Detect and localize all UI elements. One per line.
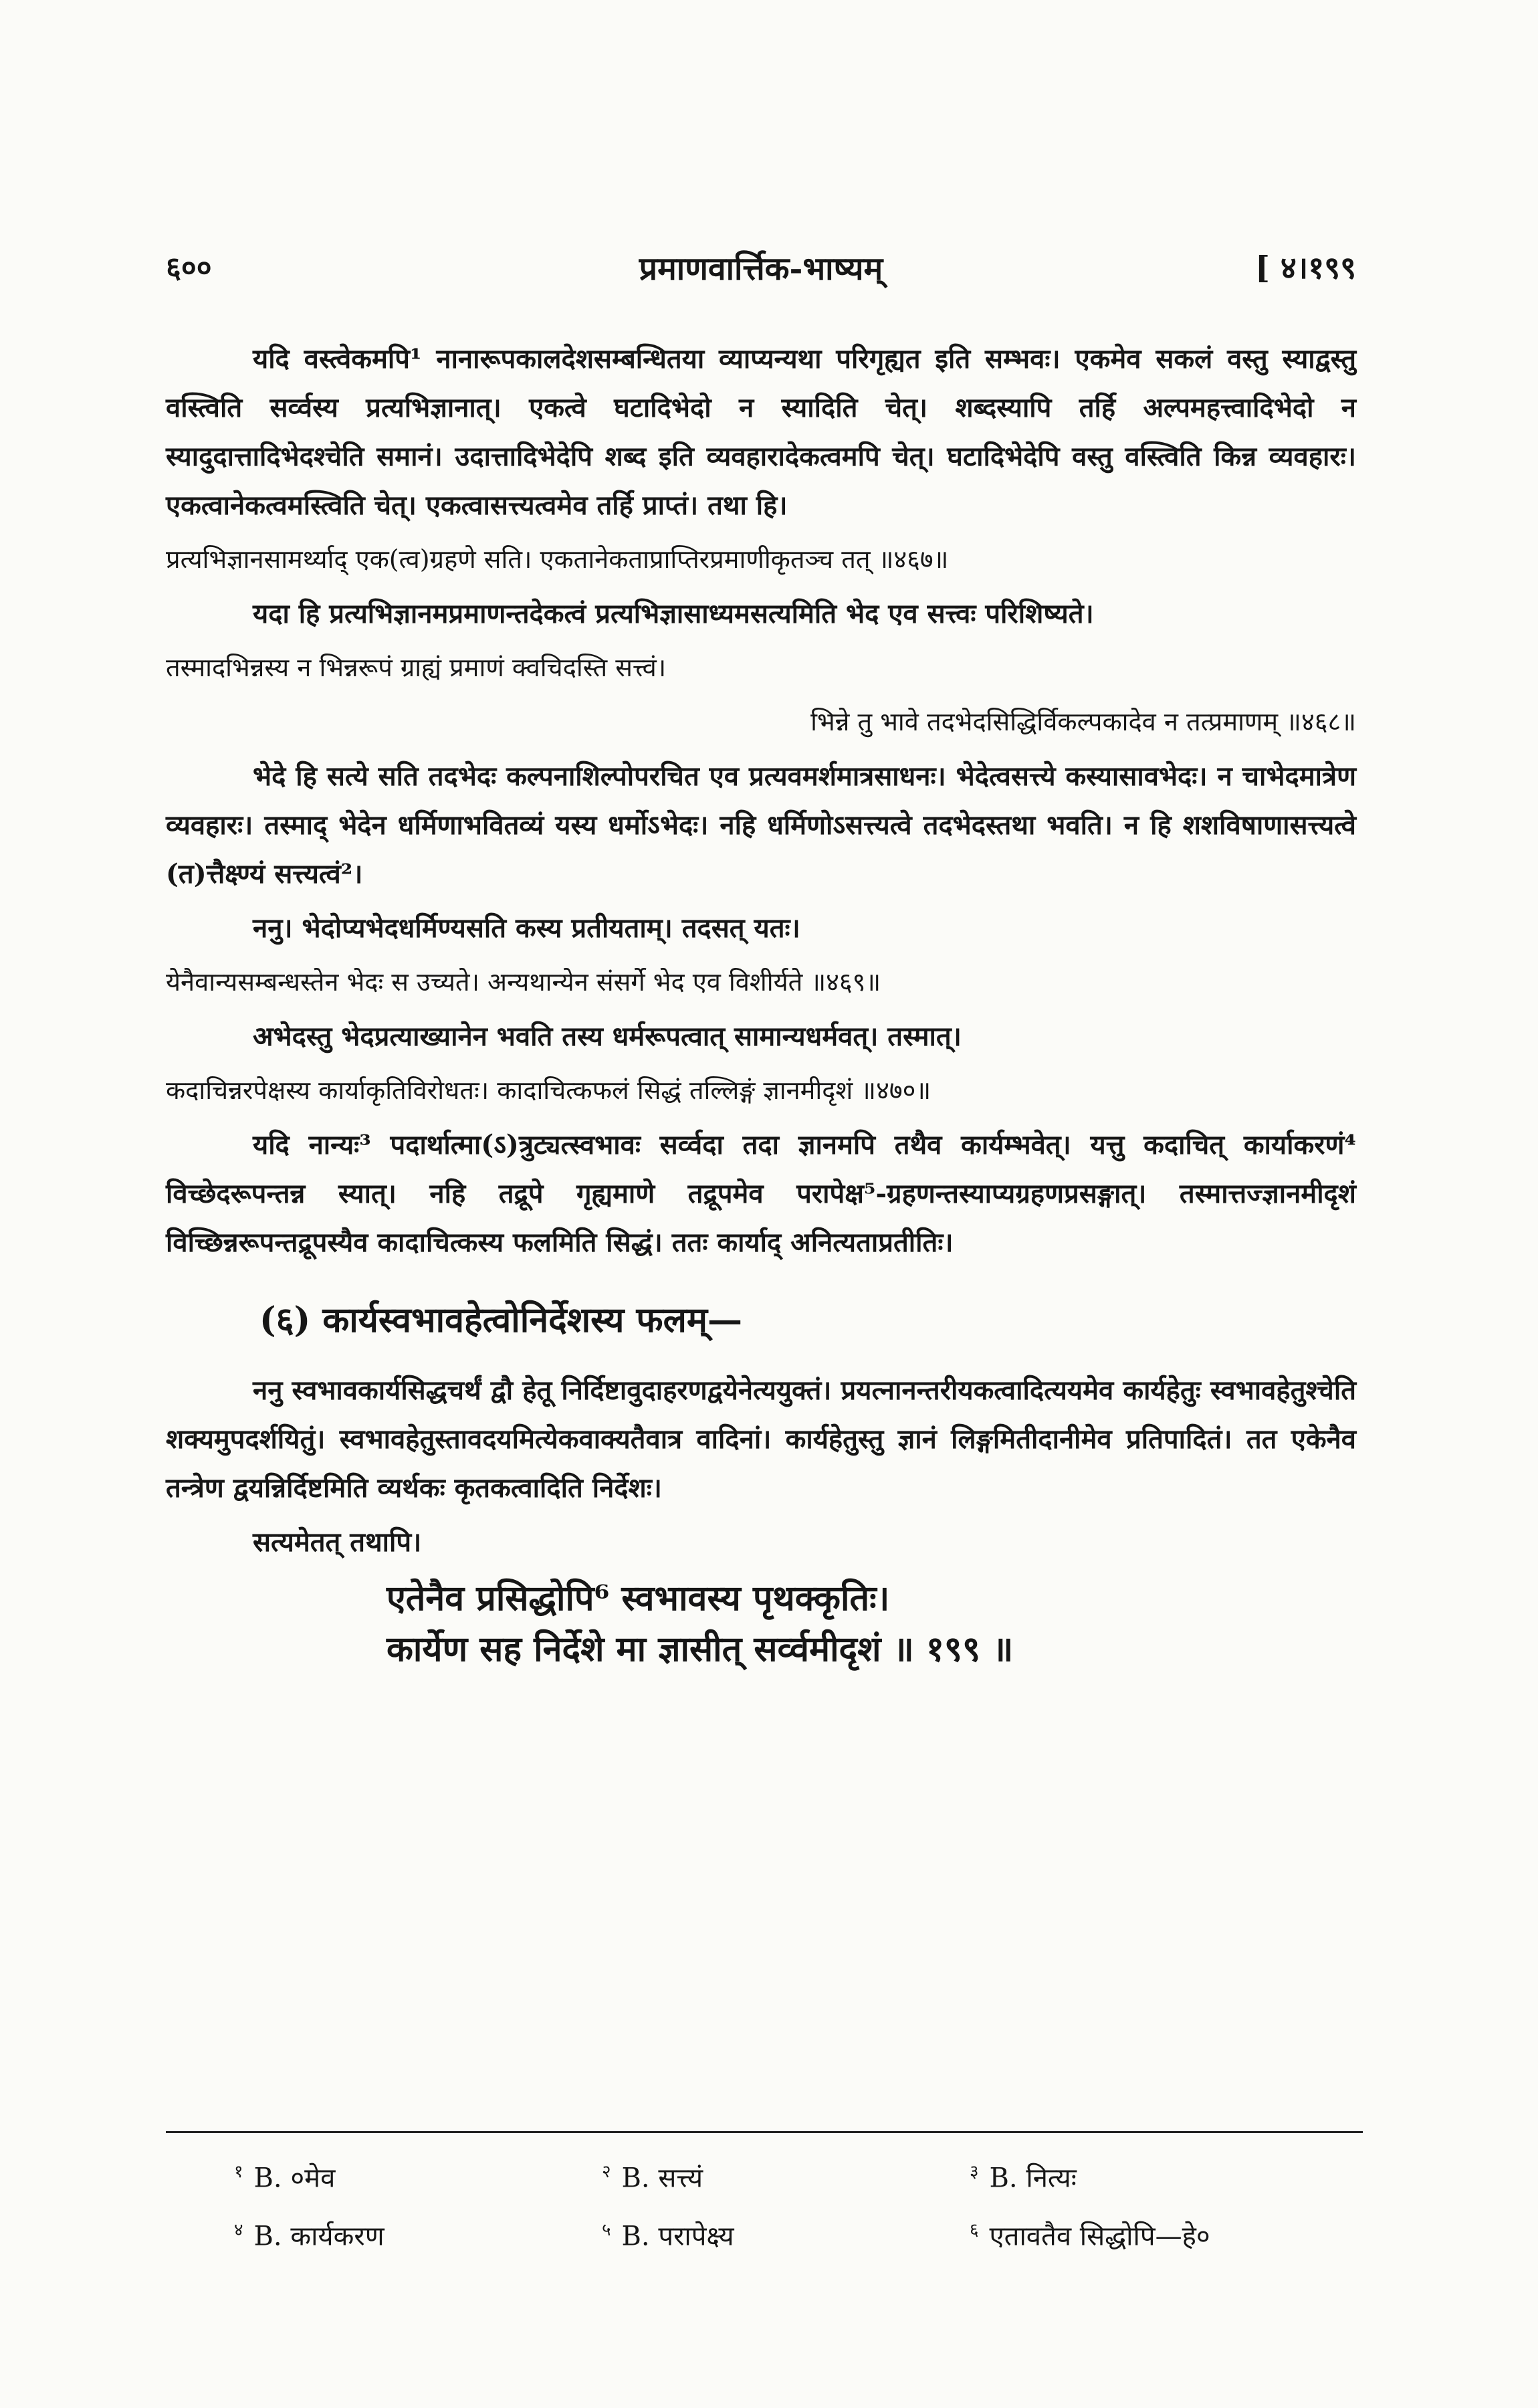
verse-467: प्रत्यभिज्ञानसामर्थ्याद् एक(त्व)ग्रहणे सति। एकतानेकताप्राप्तिरप्रमाणीकृतञ्च तत् ॥४६७॥ (166, 544, 949, 574)
footnotes (234, 2146, 1337, 2263)
karika-line-2: कार्येण सह निर्देशे मा ज्ञासीत् सर्व्वमीदृशं ॥ १९९ ॥ (387, 1629, 1014, 1670)
paragraph: यदा हि प्रत्यभिज्ञानमप्रमाणन्तदेकत्वं प्रत्यभिज्ञासाध्यमसत्यमिति भेद एव सत्त्वः परिशिष्यते। (253, 598, 1094, 629)
verse-469: येनैवान्यसम्बन्धस्तेन भेदः स उच्यते। अन्यथान्येन संसर्गे भेद एव विशीर्यते ॥४६९॥ (166, 967, 881, 997)
main-text (166, 334, 1356, 1675)
verse-reference: [ ४।१९९ (1255, 249, 1356, 286)
paragraph: ननु स्वभावकार्यसिद्धचर्थं द्वौ हेतू निर्दिष्टावुदाहरणद्वयेनेत्ययुक्तं। प्रयत्नानन्तरीयकत्वादित्ययमेव कार्यहेतुः स्वभावहेतुश्चेति शक्यमुपदर्शयितुं। स्वभावहेतुस्तावदयमित्येकवाक्यतैवात्र वादिनां। कार्यहेतुस्तु ज्ञानं लिङ्गमितीदानीमेव प्रतिपादितं। तत एकेनैव तन्त्रेण द्वयन्निर्दिष्टमिति व्यर्थकः कृतकत्वादिति निर्देशः। (166, 1375, 1356, 1504)
footnote: $^५$ B. परापेक्ष्य (602, 2220, 734, 2252)
page-number: ६०० (166, 251, 212, 285)
paragraph: ननु। भेदोप्यभेदधर्मिण्यसति कस्य प्रतीयताम्। तदसत् यतः। (253, 912, 800, 944)
footnote: $^४$ B. कार्यकरण (234, 2220, 384, 2252)
footnote: $^२$ B. सत्त्यं (602, 2162, 703, 2194)
paragraph: यदि वस्त्वेकमपि¹ नानारूपकालदेशसम्बन्धितया व्याप्यन्यथा परिगृह्यत इति सम्भवः। एकमेव सकलं वस्तु स्याद्वस्तु वस्त्विति सर्व्वस्य प्रत्यभिज्ञानात्। एकत्वे घटादिभेदो न स्यादिति चेत्। शब्दस्यापि तर्हि अल्पमहत्त्वादिभेदो न स्यादुदात्तादिभेदश्चेति समानं। उदात्तादिभेदेपि शब्द इति व्यवहारादेकत्वमपि चेत्। घटादिभेदेपि वस्तु वस्त्विति किन्न व्यवहारः। एकत्वानेकत्वमस्त्विति चेत्। एकत्वासत्त्यत्वमेव तर्हि प्राप्तं। तथा हि। (166, 343, 1356, 521)
verse-468-line2: भिन्ने तु भावे तदभेदसिद्धिर्विकल्पकादेव न तत्प्रमाणम् ॥४६८॥ (810, 707, 1356, 736)
section-heading: (६) कार्यस्वभावहेत्वोनिर्देशस्य फलम्— (259, 1300, 742, 1340)
paragraph: यदि नान्यः³ पदार्थात्मा(ऽ)त्रुट्यत्स्वभावः सर्व्वदा तदा ज्ञानमपि तथैव कार्यम्भवेत्। यत्तु कदाचित् कार्याकरणं⁴ विच्छेदरूपन्तन्न स्यात्। नहि तद्रूपे गृह्यमाणे तद्रूपमेव परापेक्ष⁵-ग्रहणन्तस्याप्यग्रहणप्रसङ्गात्। तस्मात्तज्ज्ञानमीदृशं विच्छिन्नरूपन्तद्रूपस्यैव कादाचित्कस्य फलमिति सिद्धं। ततः कार्याद् अनित्यताप्रतीतिः। (166, 1129, 1356, 1258)
paragraph: सत्यमेतत् तथापि। (253, 1526, 422, 1558)
karika-199 (387, 1573, 1356, 1675)
paragraph: अभेदस्तु भेदप्रत्याख्यानेन भवति तस्य धर्मरूपत्वात् सामान्यधर्मवत्। तस्मात्। (253, 1021, 962, 1052)
paragraph: भेदे हि सत्ये सति तदभेदः कल्पनाशिल्पोपरचित एव प्रत्यवमर्शमात्रसाधनः। भेदेत्वसत्त्ये कस्यासावभेदः। न चाभेदमात्रेण व्यवहारः। तस्माद् भेदेन धर्मिणाभवितव्यं यस्य धर्मोऽभेदः। नहि धर्मिणोऽसत्त्यत्वे तदभेदस्तथा भवति। न हि शशविषाणासत्त्यत्वे (त)त्तैक्ष्ण्यं सत्त्यत्वं²। (166, 761, 1356, 890)
running-header (166, 246, 1356, 300)
page-title: प्रमाणवार्त्तिक-भाष्यम् (639, 250, 883, 288)
footnote-divider (166, 2131, 1363, 2133)
verse-470: कदाचिन्नरपेक्षस्य कार्याकृतिविरोधतः। कादाचित्कफलं सिद्धं तल्लिङ्गं ज्ञानमीदृशं ॥४७०॥ (166, 1076, 931, 1105)
verse-468-line1: तस्मादभिन्नस्य न भिन्नरूपं ग्राह्यं प्रमाणं क्वचिदस्ति सत्त्वं। (166, 653, 667, 682)
footnote: $^६$ एतावतैव सिद्धोपि—हे० (970, 2220, 1210, 2252)
karika-line-1: एतेनैव प्रसिद्धोपि⁶ स्वभावस्य पृथक्कृतिः। (387, 1578, 890, 1619)
footnote: $^३$ B. नित्यः (970, 2162, 1077, 2194)
footnote: $^१$ B. ०मेव (234, 2162, 336, 2194)
